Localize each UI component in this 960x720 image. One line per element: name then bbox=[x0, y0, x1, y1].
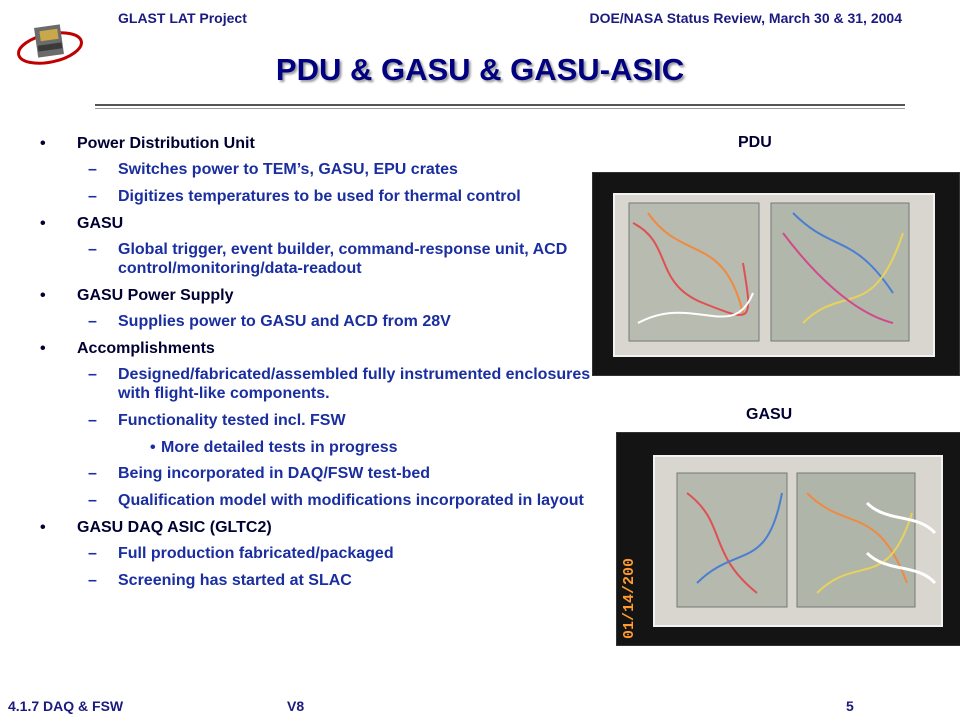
bullet-marker: – bbox=[88, 161, 97, 178]
bullet-list bbox=[40, 134, 600, 598]
bullet-text: Switches power to TEM’s, GASU, EPU crates bbox=[118, 161, 458, 178]
bullet-marker: – bbox=[88, 492, 97, 509]
bullet-text: Power Distribution Unit bbox=[77, 135, 255, 152]
header-review: DOE/NASA Status Review, March 30 & 31, 2004 bbox=[589, 10, 902, 26]
bullet-text: Being incorporated in DAQ/FSW test-bed bbox=[118, 465, 431, 482]
footer-version: V8 bbox=[287, 698, 305, 714]
bullet-text: Full production fabricated/packaged bbox=[118, 545, 394, 562]
bullet-marker: • bbox=[40, 135, 46, 152]
bullet-marker: • bbox=[40, 340, 46, 357]
bullet-text: Functionality tested incl. FSW bbox=[118, 412, 346, 429]
bullet-level1 bbox=[40, 214, 600, 233]
bullet-text: Supplies power to GASU and ACD from 28V bbox=[118, 313, 451, 330]
bullet-text: Screening has started at SLAC bbox=[118, 572, 352, 589]
bullet-text: GASU bbox=[77, 215, 124, 232]
bullet-marker: – bbox=[88, 545, 97, 562]
gasu-photo bbox=[616, 432, 960, 646]
bullet-marker: – bbox=[88, 366, 97, 383]
bullet-marker: • bbox=[40, 215, 46, 232]
bullet-text: Digitizes temperatures to be used for thermal control bbox=[118, 188, 521, 205]
bullet-level2 bbox=[40, 571, 600, 590]
bullet-level1 bbox=[40, 286, 600, 305]
bullet-text: Accomplishments bbox=[77, 340, 215, 357]
bullet-level2 bbox=[40, 187, 600, 206]
bullet-level1 bbox=[40, 339, 600, 358]
bullet-marker: • bbox=[40, 287, 46, 304]
bullet-marker: • bbox=[150, 439, 156, 456]
bullet-text: Designed/fabricated/assembled fully instrumented enclosures with flight-like components. bbox=[118, 366, 591, 402]
bullet-text: Qualification model with modifications incorporated in layout bbox=[118, 492, 584, 509]
bullet-marker: – bbox=[88, 188, 97, 205]
bullet-text: GASU DAQ ASIC (GLTC2) bbox=[77, 519, 272, 536]
title-divider-thin bbox=[95, 108, 905, 109]
pdu-caption: PDU bbox=[738, 134, 772, 151]
bullet-marker: – bbox=[88, 313, 97, 330]
bullet-marker: – bbox=[88, 465, 97, 482]
bullet-level1 bbox=[40, 134, 600, 153]
footer-section: 4.1.7 DAQ & FSW bbox=[8, 698, 124, 714]
bullet-marker: – bbox=[88, 412, 97, 429]
bullet-level2 bbox=[40, 240, 600, 278]
header-project: GLAST LAT Project bbox=[118, 10, 247, 26]
bullet-text: Global trigger, event builder, command-response unit, ACD control/monitoring/data-readout bbox=[118, 241, 568, 277]
bullet-level2 bbox=[40, 491, 600, 510]
bullet-level2 bbox=[40, 160, 600, 179]
slide-title: PDU & GASU & GASU-ASIC bbox=[275, 52, 685, 87]
bullet-level2 bbox=[40, 312, 600, 331]
footer-page-number: 5 bbox=[846, 698, 854, 714]
bullet-level2 bbox=[40, 365, 600, 403]
bullet-marker: – bbox=[88, 572, 97, 589]
pdu-photo bbox=[592, 172, 960, 376]
photo-date-stamp: 01/14/200 bbox=[621, 557, 638, 639]
gasu-caption: GASU bbox=[746, 406, 793, 423]
bullet-text: GASU Power Supply bbox=[77, 287, 234, 304]
bullet-level2 bbox=[40, 411, 600, 430]
bullet-level2 bbox=[40, 544, 600, 563]
bullet-marker: • bbox=[40, 519, 46, 536]
bullet-level2 bbox=[40, 464, 600, 483]
bullet-marker: – bbox=[88, 241, 97, 258]
bullet-level1 bbox=[40, 518, 600, 537]
bullet-level3 bbox=[40, 438, 600, 457]
bullet-text: More detailed tests in progress bbox=[161, 439, 398, 456]
title-divider bbox=[95, 104, 905, 106]
